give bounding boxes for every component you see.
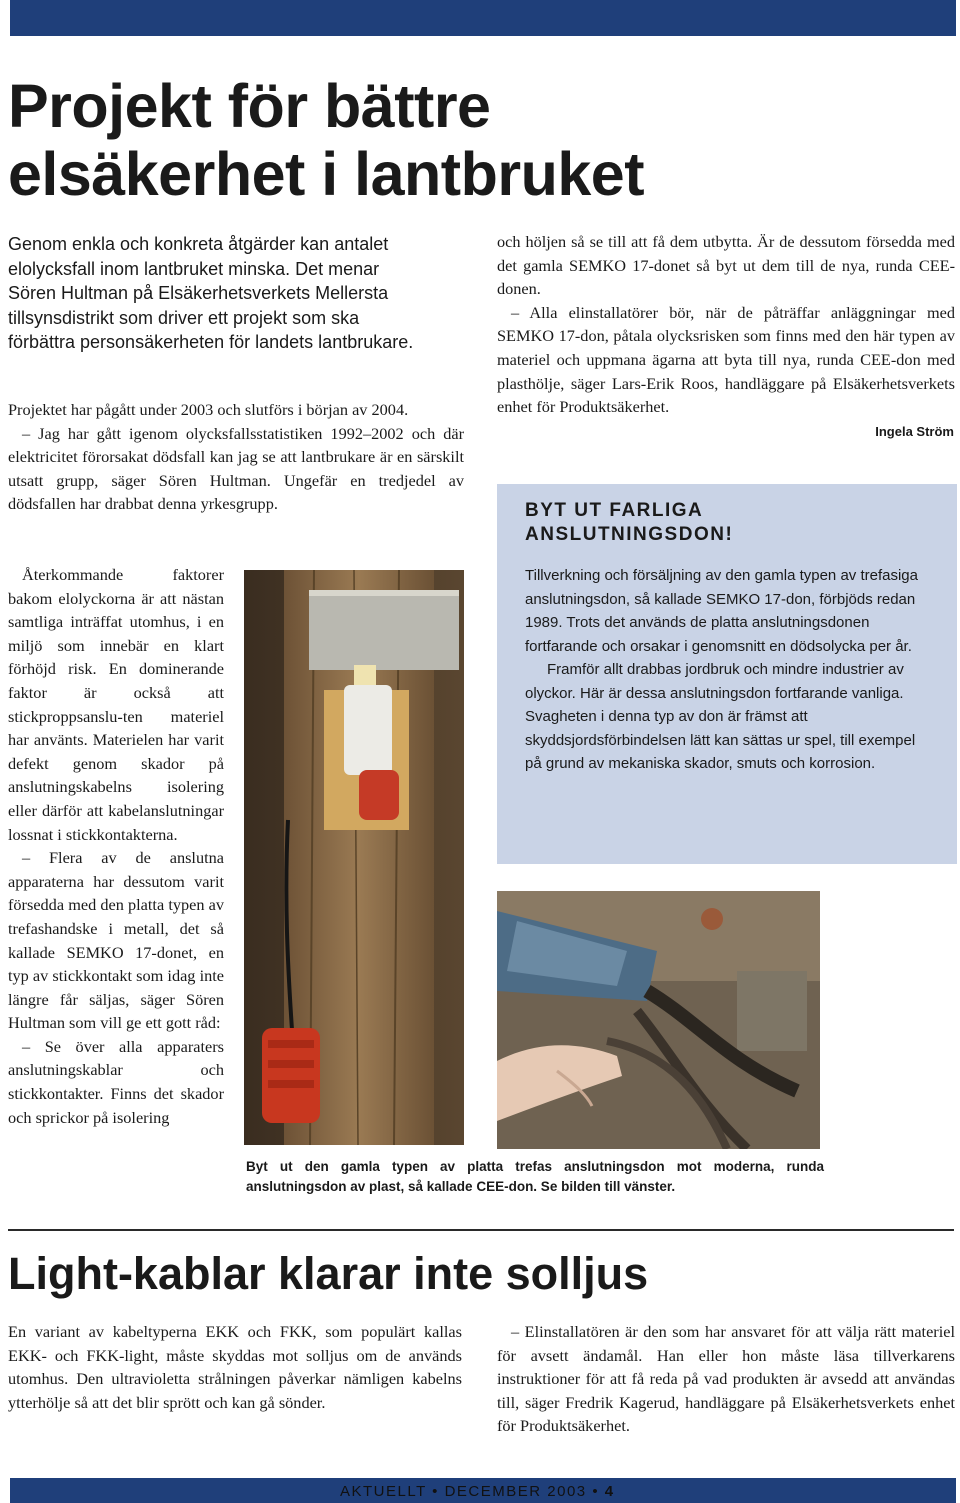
body-paragraph: och höljen så se till att få dem utbytta. Är de dessutom försedda med det gamla SEMKO 17-donet så byt ut dem till de nya, runda CEE-donen. — [497, 232, 956, 299]
footer-bullet: • — [592, 1483, 600, 1500]
body-paragraph: – Alla elinstallatörer bör, när de påträffar anläggningar med SEMKO 17-don, påtala olycksrisken som finns med den här typen av materiel och uppmana ägarna att byta till nya, runda CEE-don med plasthölje, säger Lars-Erik Roos, handläggare på Elsäkerhetsverkets enhet för Produktsäkerhet. — [497, 302, 955, 417]
article-2-column-2 — [497, 1320, 955, 1438]
footer-section: AKTUELLT — [340, 1483, 427, 1500]
page-footer — [340, 1482, 940, 1502]
info-box-paragraph: Framför allt drabbas jordbruk och mindre industrier av olyckor. Här är dessa anslutningsdon fortfarande vanliga. Svagheten i denna typ av don är främst att skyddsjordsförbindelsen lätt kan sättas ur spel, till exempel på grund av mekaniska skador, smuts och korrosion. — [525, 661, 916, 772]
body-paragraph: Återkommande faktorer bakom elolyckorna är att nästan samtliga inträffat utomhus, i en miljö som innebär en klart förhöjd risk. En dominerande faktor är också att stickproppsanslu-ten materiel har använts. Materielen har varit defekt genom skador på anslutningskabelns isolering eller därför att kabelanslutningar lossnat i stickkontakterna. — [8, 565, 224, 844]
info-box-paragraph: Tillverkning och försäljning av den gamla typen av trefasiga anslutningsdon, så kallade SEMKO 17-don, förbjöds redan 1989. Trots det används de platta anslutningsdonen fortfarande och orsakar i genomsnitt en dödsolycka per år. — [525, 567, 918, 655]
body-paragraph: – Flera av de anslutna apparaterna har dessutom varit försedda med den platta typen av trefashandske i metall, det så kallade SEMKO 17-donet, en typ av stickkontakt som idag inte längre får säljas, säger Sören Hultman som vill ge ett gott råd: — [8, 848, 225, 1033]
footer-bullet: • — [432, 1483, 439, 1500]
header-bar — [10, 0, 956, 36]
lead-paragraph: Genom enkla och konkreta åtgärder kan antalet elolycksfall inom lantbruket minska. Det menar Sören Hultman på Elsäkerhetsverkets Mellersta tillsynsdistrikt som driver ett projekt som ska förbättra personsäkerheten för landets lantbrukare. — [8, 234, 414, 352]
info-box-text — [525, 564, 925, 776]
title-line-2: elsäkerhet i lantbruket — [8, 140, 645, 208]
body-column-1-narrow — [8, 563, 224, 1129]
page-number: 4 — [604, 1483, 615, 1500]
article-2-column-1 — [8, 1320, 462, 1414]
body-paragraph: – Se över alla apparaters anslutningskablar och stickkontakter. Finns det skador och sprickor på isolering — [8, 1036, 224, 1127]
photo-socket-on-post — [244, 570, 464, 1145]
photo-caption: Byt ut den gamla typen av platta trefas anslutningsdon mot moderna, runda anslutningsdon av plast, så kallade CEE-don. Se bilden till vänster. — [246, 1159, 824, 1194]
body-paragraph: – Jag har gått igenom olycksfallsstatistiken 1992–2002 och där elektricitet förorsakat dödsfall kan jag se att lantbrukare är en särskilt utsatt grupp, säger Sören Hultman. Ungefär en tredjedel av dödsfallen har drabbat denna yrkesgrupp. — [8, 423, 464, 514]
info-box-heading: BYT UT FARLIGA ANSLUTNINGSDON! — [525, 500, 734, 545]
body-paragraph: Projektet har pågått under 2003 och slutförs i början av 2004. — [8, 400, 409, 419]
body-paragraph: En variant av kabeltyperna EKK och FKK, som populärt kallas EKK- och FKK-light, måste skyddas mot solljus om de används utomhus. Den ultravioletta strålningen påverkar nämligen kabelns ytterhölje så att det blir sprött och kan gå sönder. — [8, 1322, 462, 1412]
author-signature: Ingela Ström — [875, 424, 954, 439]
title-line-1: Projekt för bättre — [8, 72, 491, 140]
photo-old-connector — [497, 891, 820, 1149]
section-divider — [8, 1229, 954, 1231]
body-paragraph: – Elinstallatören är den som har ansvaret för att välja rätt materiel för avsett ändamål. Han eller hon måste läsa tillverkarens instruktioner för att få reda på vad produkten är avsedd att användas till, säger Fredrik Kagerud, handläggare på Elsäkerhetsverkets enhet för Produktsäkerhet. — [497, 1322, 955, 1436]
body-column-1-top — [8, 398, 464, 516]
article-2-title: Light-kablar klarar inte solljus — [8, 1248, 649, 1299]
body-column-3 — [497, 230, 955, 419]
footer-date: DECEMBER 2003 — [444, 1483, 587, 1500]
article-title — [8, 72, 948, 208]
